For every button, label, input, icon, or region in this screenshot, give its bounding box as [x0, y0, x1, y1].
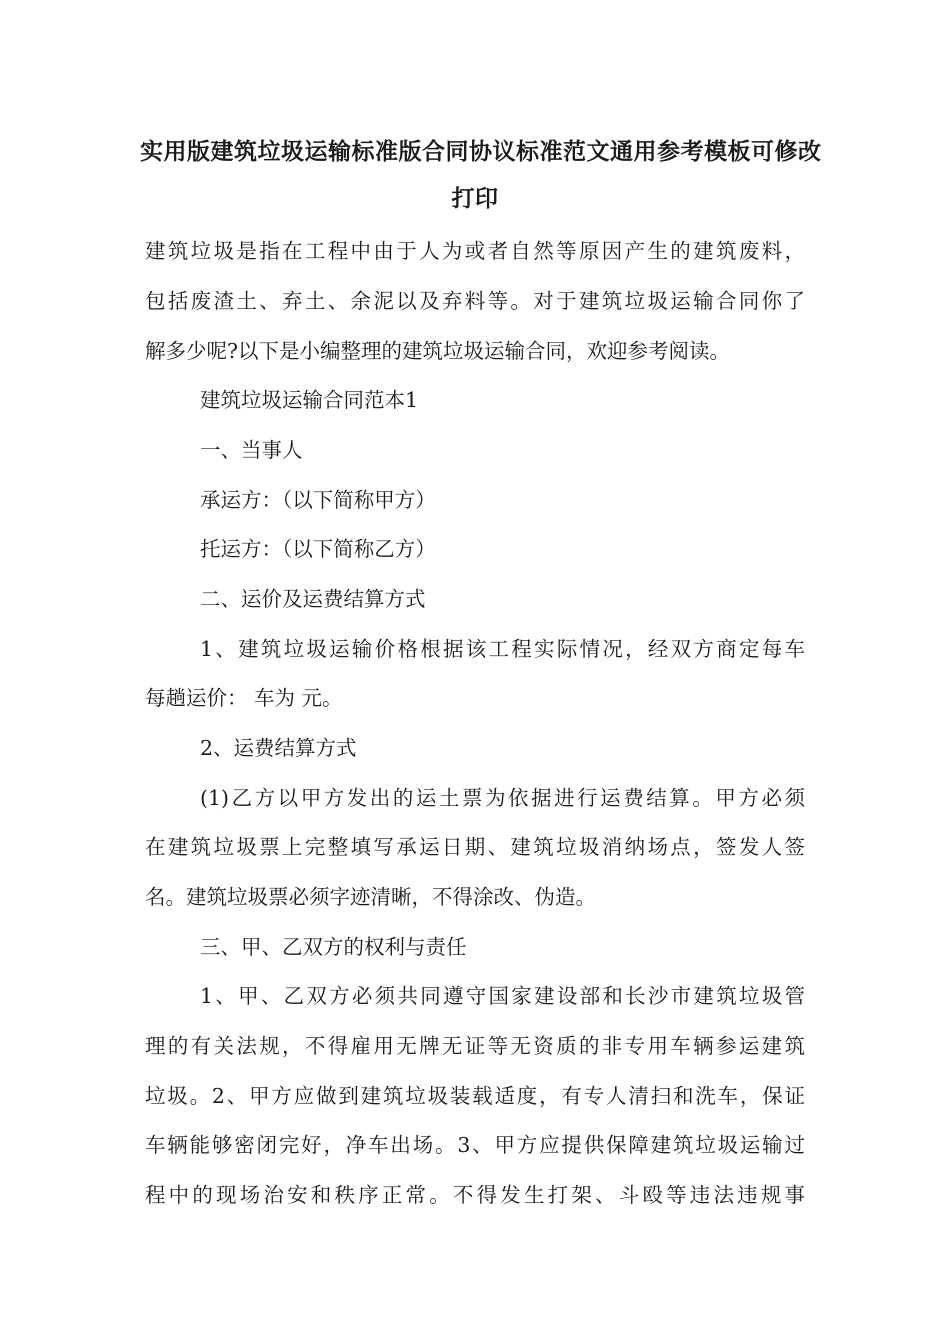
- paragraph-line: 车辆能够密闭完好，净车出场。3、甲方应提供保障建筑垃圾运输过: [145, 1133, 805, 1157]
- document-title-line-1: 实用版建筑垃圾运输标准版合同协议标准范文通用参考模板可修改: [140, 139, 822, 165]
- paragraph-line: 垃圾。2、甲方应做到建筑垃圾装载适度，有专人清扫和洗车，保证: [145, 1084, 805, 1108]
- section-heading: 二、运价及运费结算方式: [200, 587, 426, 611]
- paragraph-line: 名。建筑垃圾票必须字迹清晰，不得涂改、伪造。: [145, 885, 596, 909]
- section-heading: 三、甲、乙双方的权利与责任: [200, 935, 467, 959]
- section-heading: 2、运费结算方式: [200, 736, 357, 760]
- paragraph-line: (1)乙方以甲方发出的运土票为依据进行运费结算。甲方必须: [200, 786, 805, 810]
- document-title-line-2: 打印: [451, 186, 499, 212]
- paragraph-line: 1、建筑垃圾运输价格根据该工程实际情况，经双方商定每车: [200, 637, 805, 661]
- paragraph-line: 解多少呢?以下是小编整理的建筑垃圾运输合同，欢迎参考阅读。: [145, 339, 730, 363]
- section-heading: 建筑垃圾运输合同范本1: [200, 388, 419, 412]
- paragraph-line: 建筑垃圾是指在工程中由于人为或者自然等原因产生的建筑废料，: [145, 239, 805, 263]
- paragraph-line: 1、甲、乙双方必须共同遵守国家建设部和长沙市建筑垃圾管: [200, 984, 805, 1008]
- paragraph-line: 理的有关法规，不得雇用无牌无证等无资质的非专用车辆参运建筑: [145, 1034, 805, 1058]
- paragraph-line: 包括废渣土、弃土、余泥以及弃料等。对于建筑垃圾运输合同你了: [145, 289, 805, 313]
- section-heading: 一、当事人: [200, 438, 303, 462]
- paragraph-line: 托运方：（以下简称乙方）: [200, 537, 436, 561]
- paragraph-line: 承运方：（以下简称甲方）: [200, 488, 436, 512]
- paragraph-line: 每趟运价： 车为 元。: [145, 686, 343, 710]
- paragraph-line: 在建筑垃圾票上完整填写承运日期、建筑垃圾消纳场点，签发人签: [145, 835, 805, 859]
- paragraph-line: 程中的现场治安和秩序正常。不得发生打架、斗殴等违法违规事: [145, 1183, 805, 1207]
